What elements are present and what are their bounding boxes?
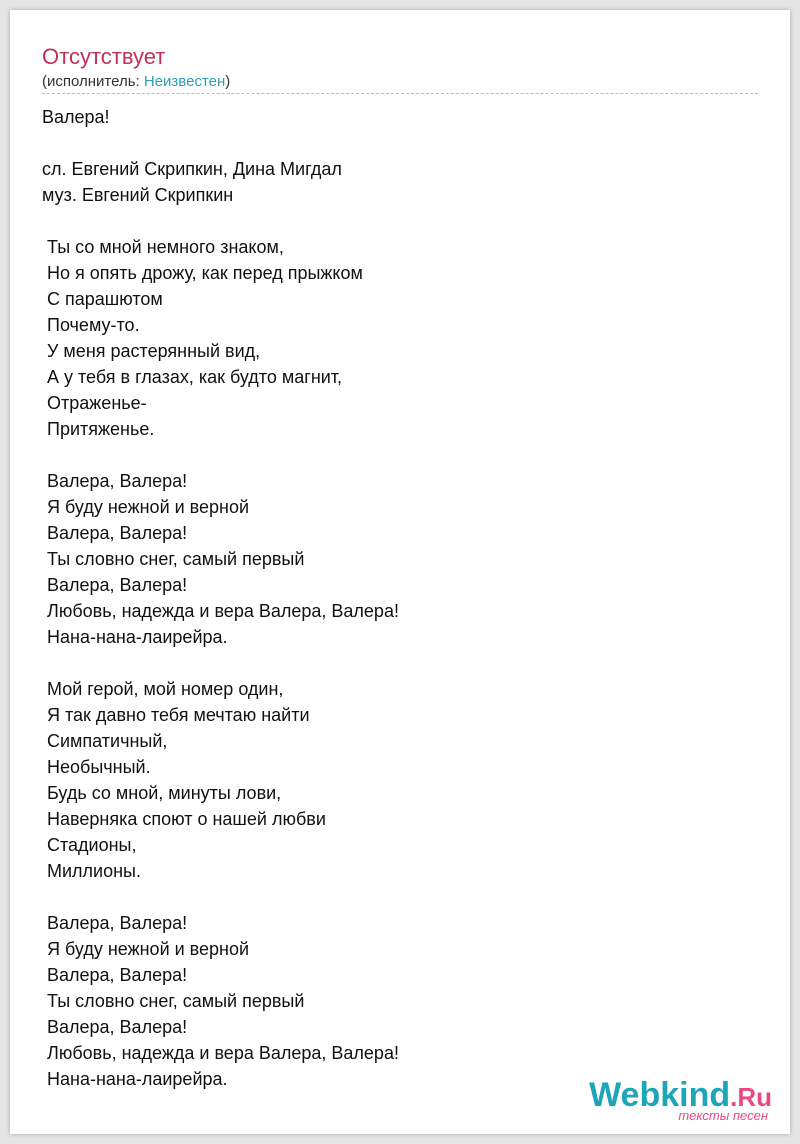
lyrics-blank-line (42, 208, 758, 234)
lyrics-line: У меня растерянный вид, (42, 341, 261, 361)
lyrics-line: Необычный. (42, 757, 151, 777)
lyrics-line: Валера, Валера! (42, 965, 188, 985)
lyrics-line: Будь со мной, минуты лови, (42, 783, 282, 803)
lyrics-blank-line (42, 650, 758, 676)
logo-tagline: тексты песен (678, 1108, 768, 1123)
artist-prefix: (исполнитель: (42, 73, 144, 90)
header-divider (42, 93, 758, 94)
lyrics-line: муз. Евгений Скрипкин (42, 185, 234, 205)
lyrics-line: Валера, Валера! (42, 471, 188, 491)
lyrics-line: Валера, Валера! (42, 1017, 188, 1037)
lyrics-line: Отраженье- (42, 393, 147, 413)
lyrics-line: Мой герой, мой номер один, (42, 679, 284, 699)
song-title: Отсутствует (42, 44, 166, 69)
artist-link[interactable]: Неизвестен (143, 73, 226, 90)
lyrics-line: Валера, Валера! (42, 523, 188, 543)
lyrics-text (42, 104, 758, 1092)
lyrics-line: Любовь, надежда и вера Валера, Валера! (42, 1043, 399, 1063)
lyrics-line: Стадионы, (42, 835, 137, 855)
lyrics-line: Симпатичный, (42, 731, 168, 751)
lyrics-line: Валера, Валера! (42, 913, 188, 933)
lyrics-blank-line (42, 442, 758, 468)
lyrics-line: Наверняка споют о нашей любви (42, 809, 326, 829)
lyrics-line: Валера, Валера! (42, 575, 188, 595)
lyrics-line: Нана-нана-лаирейра. (42, 627, 228, 647)
lyrics-line: Почему-то. (42, 315, 140, 335)
lyrics-line: Ты со мной немного знаком, (42, 237, 284, 257)
lyrics-line: Миллионы. (42, 861, 141, 881)
lyrics-line: Я буду нежной и верной (42, 939, 250, 959)
lyrics-line: Я так давно тебя мечтаю найти (42, 705, 310, 725)
lyrics-blank-line (42, 130, 758, 156)
lyrics-line: С парашютом (42, 289, 163, 309)
artist-suffix: ) (225, 73, 231, 90)
lyrics-line: сл. Евгений Скрипкин, Дина Мигдал (42, 159, 342, 179)
lyrics-line: Нана-нана-лаирейра. (42, 1069, 228, 1089)
artist-line (42, 73, 230, 91)
site-logo[interactable] (589, 1076, 772, 1123)
lyrics-line: А у тебя в глазах, как будто магнит, (42, 367, 343, 387)
lyrics-line: Но я опять дрожу, как перед прыжком (42, 263, 363, 283)
lyrics-line: Любовь, надежда и вера Валера, Валера! (42, 601, 399, 621)
logo-tld: .Ru (730, 1082, 772, 1112)
lyrics-line: Ты словно снег, самый первый (42, 991, 305, 1011)
lyrics-line: Притяженье. (42, 419, 155, 439)
lyrics-blank-line (42, 884, 758, 910)
lyrics-line: Валера! (42, 107, 110, 127)
lyrics-line: Я буду нежной и верной (42, 497, 250, 517)
lyrics-line: Ты словно снег, самый первый (42, 549, 305, 569)
logo-main-text: Webkind (589, 1076, 731, 1114)
